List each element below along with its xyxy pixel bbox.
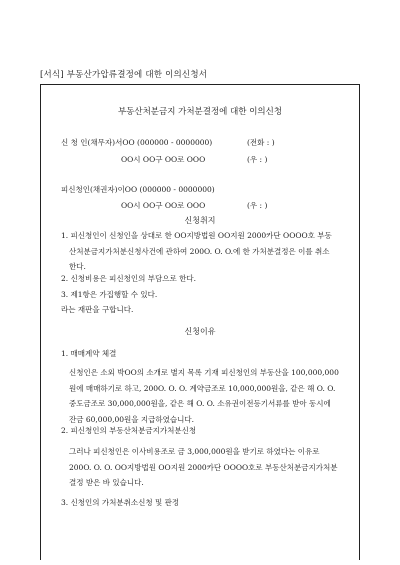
reason-1-body <box>69 365 349 427</box>
purpose-item-1 <box>61 228 345 275</box>
respondent-postcode: (우 : ) <box>247 201 268 210</box>
purpose-item-1-line: 산처분금지가처분신청사건에 관하여 200O. O. O.에 한 가처분결정은 이를 취소 <box>69 246 330 256</box>
applicant-postcode: (우 : ) <box>247 155 268 164</box>
purpose-closing: 라는 재판을 구합니다. <box>61 305 134 314</box>
respondent-address: OO시 OO구 OO로 OOO <box>121 201 206 210</box>
purpose-item-3: 3. 제1항은 가집행할 수 있다. <box>61 290 158 299</box>
reason-1-line: 신청인은 소외 박OO의 소개로 별지 목록 기재 피신청인의 부동산을 100,000,000 <box>69 368 339 377</box>
document-frame <box>40 84 360 560</box>
respondent-name-line: 피신청인(채권자)이OO (000000 - 0000000) <box>61 185 215 194</box>
reason-3-title: 3. 신청인의 가처분취소신청 및 판정 <box>61 498 180 507</box>
reason-1-line: 잔금 60,000,00원을 지급하였습니다. <box>69 414 195 424</box>
reason-2-line: 결정 받은 바 있습니다. <box>69 478 144 487</box>
reason-1-title: 1. 매매계약 체결 <box>61 349 117 358</box>
applicant-name-line: 신 청 인(채무자)서OO (000000 - 0000000) <box>61 138 213 147</box>
reason-2-line: 200O. O. O. OO지방법원 OO지원 2000카단 OOOO호로 부동산처분금지가처분 <box>69 462 338 472</box>
purpose-heading: 신청취지 <box>184 216 216 225</box>
document-title: 부동산처분금지 가처분결정에 대한 이의신청 <box>117 107 283 117</box>
reason-2-line: 그러나 피신청인은 이사비용조로 금 3,000,000원을 받기로 하였다는 이유로 <box>69 447 320 456</box>
reason-2-body <box>69 444 349 491</box>
applicant-address: OO시 OO구 OO로 OOO <box>121 155 206 164</box>
form-header: [서식] 부동산가압류결정에 대한 이의신청서 <box>40 70 208 80</box>
purpose-item-1-line: 1. 피신청인이 신청인을 상대로 한 OO지방법원 OO지원 2000카단 OOOO호 부동 <box>61 231 332 240</box>
reason-2-title: 2. 피신청인의 부동산처분금지가처분신청 <box>61 426 197 435</box>
reason-1-line: 원에 매매하기로 하고, 200O. O. O. 계약금조로 10,000,000원을, 같은 해 O. O. <box>69 383 336 393</box>
purpose-item-2: 2. 신청비용은 피신청인의 부담으로 한다. <box>61 274 196 283</box>
applicant-phone: (전화 : ) <box>247 138 275 147</box>
reasons-heading: 신청이유 <box>184 327 216 336</box>
reason-1-line: 중도금조로 30,000,000원을, 같은 해 O. O. 소유권이전등기서류를 받아 동시에 <box>69 399 331 408</box>
purpose-item-1-line: 한다. <box>69 262 86 271</box>
